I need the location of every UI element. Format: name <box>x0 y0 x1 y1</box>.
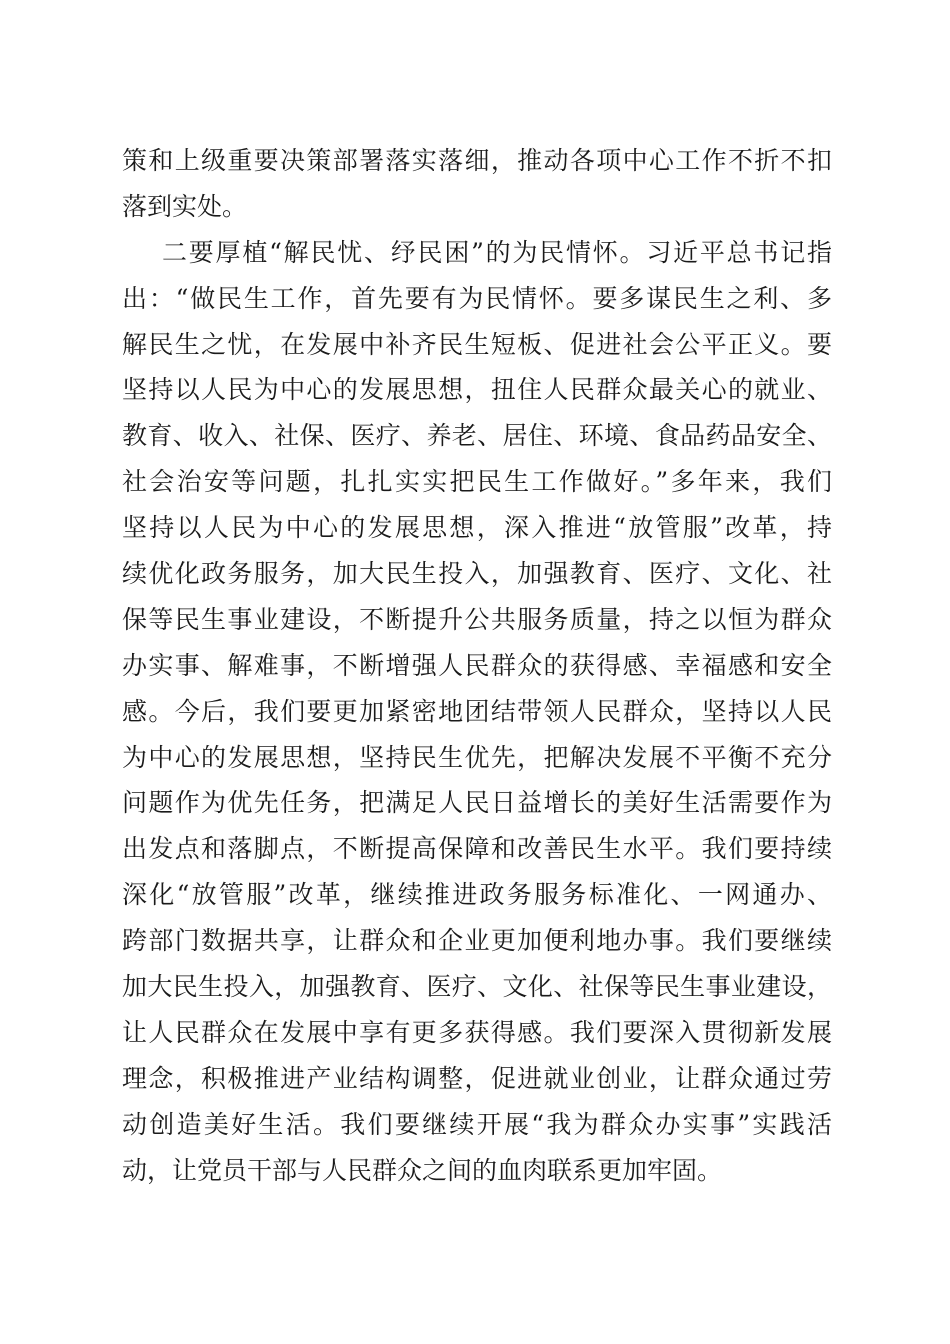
text-line: 理念，积极推进产业结构调整，促进就业创业，让群众通过劳 <box>122 1063 832 1093</box>
text-line: 为中心的发展思想，坚持民生优先，把解决发展不平衡不充分 <box>122 742 832 772</box>
text-line: 感。今后，我们要更加紧密地团结带领人民群众，坚持以人民 <box>122 696 832 726</box>
body-text <box>122 138 832 1193</box>
text-line: 出发点和落脚点，不断提高保障和改善民生水平。我们要持续 <box>122 834 832 864</box>
text-line: 让人民群众在发展中享有更多获得感。我们要深入贯彻新发展 <box>122 1017 832 1047</box>
text-line: 跨部门数据共享，让群众和企业更加便利地办事。我们要继续 <box>122 926 832 956</box>
text-line: 坚持以人民为中心的发展思想，深入推进“放管服”改革，持 <box>122 513 832 543</box>
text-line: 动，让党员干部与人民群众之间的血肉联系更加牢固。 <box>122 1155 723 1185</box>
text-line: 动创造美好生活。我们要继续开展“我为群众办实事”实践活 <box>122 1109 832 1139</box>
text-line: 出：“做民生工作，首先要有为民情怀。要多谋民生之利、多 <box>122 283 832 313</box>
text-line: 解民生之忧，在发展中补齐民生短板、促进社会公平正义。要 <box>122 329 832 359</box>
text-line: 坚持以人民为中心的发展思想，扭住人民群众最关心的就业、 <box>122 375 832 405</box>
text-line: 加大民生投入，加强教育、医疗、文化、社保等民生事业建设， <box>122 972 832 1002</box>
text-line: 策和上级重要决策部署落实落细，推动各项中心工作不折不扣 <box>122 146 832 175</box>
text-line: 续优化政务服务，加大民生投入，加强教育、医疗、文化、社 <box>122 559 832 589</box>
text-line: 问题作为优先任务，把满足人民日益增长的美好生活需要作为 <box>122 788 832 818</box>
text-line: 落到实处。 <box>122 191 248 221</box>
text-line: 保等民生事业建设，不断提升公共服务质量，持之以恒为群众 <box>122 604 832 634</box>
text-line: 二要厚植“解民忧、纾民困”的为民情怀。习近平总书记指 <box>162 237 832 267</box>
text-line: 社会治安等问题，扎扎实实把民生工作做好。”多年来，我们 <box>122 467 832 497</box>
text-line: 深化“放管服”改革，继续推进政务服务标准化、一网通办、 <box>122 880 832 910</box>
text-line: 教育、收入、社保、医疗、养老、居住、环境、食品药品安全、 <box>122 421 832 451</box>
text-line: 办实事、解难事，不断增强人民群众的获得感、幸福感和安全 <box>122 650 832 680</box>
